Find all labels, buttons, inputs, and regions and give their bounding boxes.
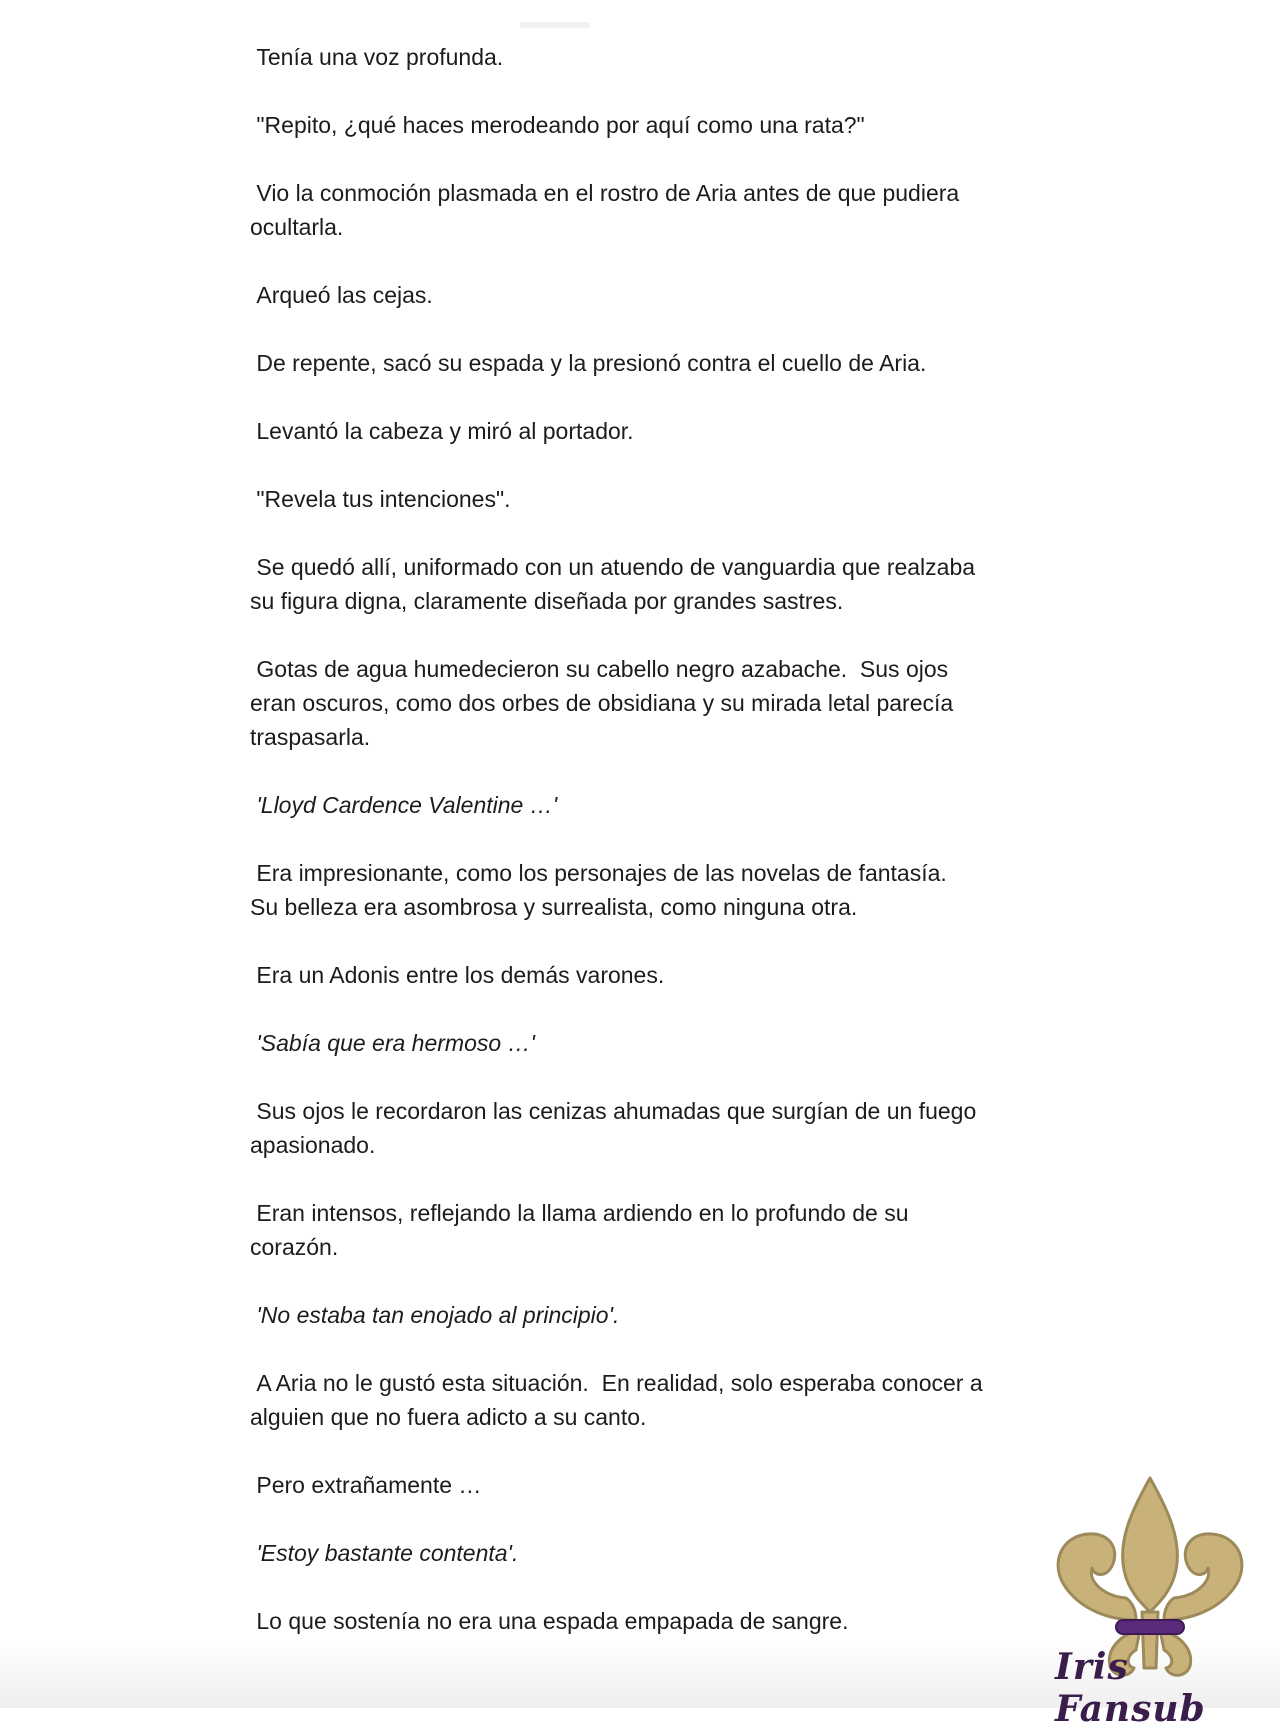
paragraph: "Repito, ¿qué haces merodeando por aquí como una rata?" <box>250 112 865 138</box>
thought-paragraph: 'Lloyd Cardence Valentine …' <box>250 792 558 818</box>
paragraph: Vio la conmoción plasmada en el rostro de Aria antes de que pudiera ocultarla. <box>250 180 960 240</box>
scan-artifact <box>520 22 590 28</box>
paragraph: De repente, sacó su espada y la presionó contra el cuello de Aria. <box>250 350 927 376</box>
paragraph: "Revela tus intenciones". <box>250 486 511 512</box>
paragraph: Arqueó las cejas. <box>250 282 433 308</box>
paragraph: Era impresionante, como los personajes de las novelas de fantasía. Su belleza era asombrosa y surrealista, como ninguna otra. <box>250 860 947 920</box>
paragraph: Lo que sostenía no era una espada empapada de sangre. <box>250 1608 849 1634</box>
story-text <box>250 40 1040 1672</box>
thought-paragraph: 'Estoy bastante contenta'. <box>250 1540 519 1566</box>
paragraph: Se quedó allí, uniformado con un atuendo de vanguardia que realzaba su figura digna, claramente diseñada por grandes sastres. <box>250 554 976 614</box>
thought-paragraph: 'No estaba tan enojado al principio'. <box>250 1302 620 1328</box>
paragraph: Eran intensos, reflejando la llama ardiendo en lo profundo de su corazón. <box>250 1200 909 1260</box>
watermark-text: Iris Fansub <box>1055 1646 1206 1730</box>
paragraph: Levantó la cabeza y miró al portador. <box>250 418 634 444</box>
paragraph: Pero extrañamente … <box>250 1472 482 1498</box>
paragraph: Tenía una voz profunda. <box>250 44 504 70</box>
paragraph: A Aria no le gustó esta situación. En realidad, solo esperaba conocer a alguien que no fuera adicto a su canto. <box>250 1370 983 1430</box>
paragraph: Era un Adonis entre los demás varones. <box>250 962 665 988</box>
paragraph: Sus ojos le recordaron las cenizas ahumadas que surgían de un fuego apasionado. <box>250 1098 977 1158</box>
paragraph: Gotas de agua humedecieron su cabello negro azabache. Sus ojos eran oscuros, como dos orbes de obsidiana y su mirada letal parecía traspasarla. <box>250 656 954 750</box>
thought-paragraph: 'Sabía que era hermoso …' <box>250 1030 535 1056</box>
